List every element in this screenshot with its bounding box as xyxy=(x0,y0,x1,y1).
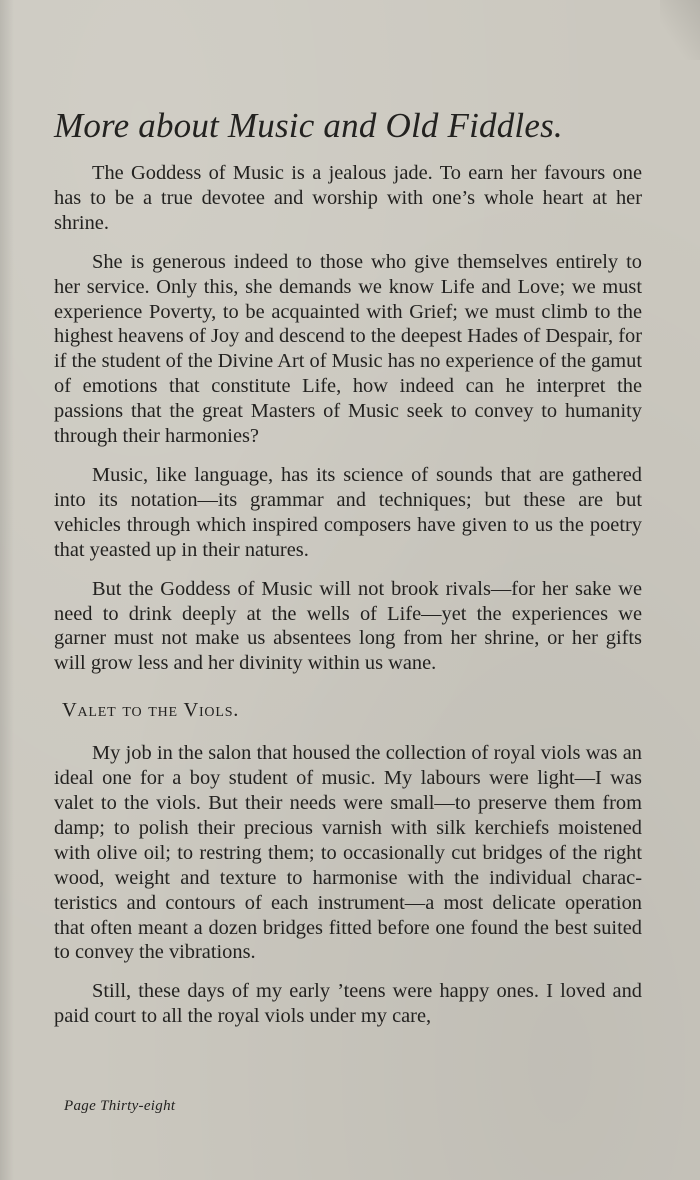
paragraph-3: Music, like language, has its science of sounds that are gathered into its notation—its grammar and techniques; but these are but vehicles through which inspired composers have given to us the poetry that yeasted up in their natures. xyxy=(54,463,642,561)
paragraph-2: She is generous indeed to those who give themselves entirely to her service. Only this, she demands we know Life and Love; we must experience Poverty, to be acquainted with Grief; we must climb to the highest heavens of Joy and descend to the deepest Hades of Despair, for if the student of the Divine Art of Music has no experience of the gamut of emotions that constitute Life, how indeed can he interpret the passions that the great Masters of Music seek to convey to humanity through their harmonies? xyxy=(54,250,642,448)
chapter-title: More about Music and Old Fiddles. xyxy=(54,106,563,145)
body-text xyxy=(54,161,642,1043)
paragraph-4: But the Goddess of Music will not brook rivals—for her sake we need to drink deeply at the wells of Life—yet the experiences we garner must not make us absentees long from her shrine, or her gifts will grow less and her divinity within us wane. xyxy=(54,577,642,675)
page-edge-shadow xyxy=(0,0,14,1180)
section-heading: Valet to the Viols. xyxy=(62,699,240,722)
page-corner-shadow xyxy=(660,0,700,60)
paragraph-1: The Goddess of Music is a jealous jade. To earn her favours one has to be a true devotee and worship with one’s whole heart at her shrine. xyxy=(54,162,642,234)
paragraph-5: My job in the salon that housed the collection of royal viols was an ideal one for a boy student of music. My labours were light—I was valet to the viols. But their needs were small—to preserve them from damp; to polish their precious varnish with silk kerchiefs moistened with olive oil; to restring them; to occasionally cut bridges of the right wood, weight and texture to harmonise with the individual characteristics and contours of each instrument—a most delicate operation that often meant a dozen bridges fitted before one found the best suited to convey the vibrations. xyxy=(54,742,642,964)
page-number: Page Thirty-eight xyxy=(64,1098,176,1114)
paragraph-6: Still, these days of my early ’teens were happy ones. I loved and paid court to all the royal viols under my care, xyxy=(54,980,642,1028)
